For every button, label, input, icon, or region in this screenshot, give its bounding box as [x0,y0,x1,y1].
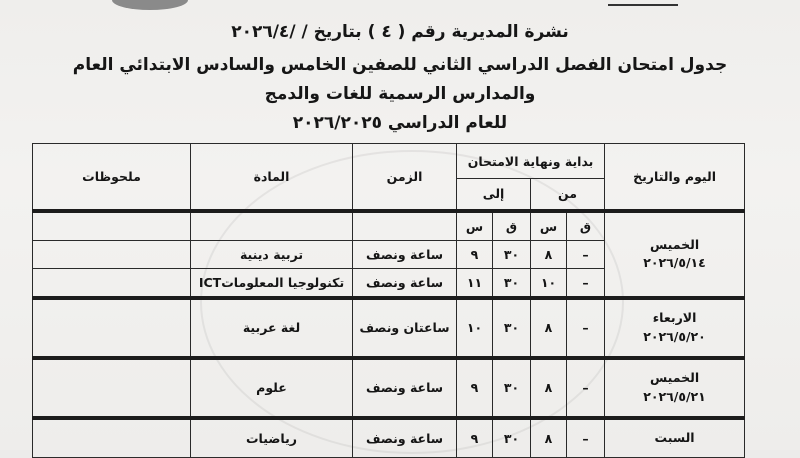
header-to-seen: س [457,211,493,241]
header-from: من [531,179,605,211]
subject-cell: رياضيات [191,418,353,458]
header-to: إلى [457,179,531,211]
logo-emblem [112,0,188,10]
to-minute-cell: ٣٠ [493,358,531,418]
exam-date: ٢٠٢٦/٥/٢١ [643,388,706,404]
duration-cell: ساعة ونصف [353,269,457,298]
from-minute-cell: – [567,298,605,358]
subject-cell: تكنولوجيا المعلوماتICT [191,269,353,298]
from-minute-cell: – [567,358,605,418]
schedule-subtitle: والمدارس الرسمية للغات والدمج [264,84,536,104]
to-hour-cell: ٩ [457,418,493,458]
header-duration: الزمن [353,144,457,211]
day-name: السبت [654,430,695,446]
notes-cell [33,418,191,458]
from-minute-cell: – [567,241,605,269]
day-date-cell [605,211,745,298]
from-hour-cell: ٨ [531,418,567,458]
to-hour-cell: ١٠ [457,298,493,358]
to-hour-cell: ٩ [457,358,493,418]
duration-cell: ساعة ونصف [353,418,457,458]
notes-cell [33,358,191,418]
day-date-cell [605,358,745,418]
blank-cell [33,211,191,241]
header-day-date: اليوم والتاريخ [605,144,745,211]
day-date-cell [605,298,745,358]
to-minute-cell: ٣٠ [493,298,531,358]
notes-cell [33,241,191,269]
blank-cell [353,211,457,241]
duration-cell: ساعتان ونصف [353,298,457,358]
header-start-end: بداية ونهاية الامتحان [457,144,605,179]
to-minute-cell: ٣٠ [493,241,531,269]
subject-cell: لغة عربية [191,298,353,358]
from-hour-cell: ١٠ [531,269,567,298]
to-hour-cell: ١١ [457,269,493,298]
exam-date: ٢٠٢٦/٥/١٤ [643,255,706,270]
notes-cell [33,269,191,298]
header-to-qaf: ق [493,211,531,241]
header-notes: ملحوظات [33,144,191,211]
from-hour-cell: ٨ [531,358,567,418]
day-name: الاربعاء [652,310,697,326]
signature-line [608,4,678,6]
schedule-title: جدول امتحان الفصل الدراسي الثاني للصفين الخامس والسادس الابتدائي العام [72,55,728,75]
from-hour-cell: ٨ [531,241,567,269]
duration-cell: ساعة ونصف [353,241,457,269]
to-minute-cell: ٣٠ [493,418,531,458]
from-minute-cell: – [567,269,605,298]
header-from-qaf: ق [567,211,605,241]
academic-year: للعام الدراسي ٢٠٢٦/٢٠٢٥ [292,113,508,133]
exam-date: ٢٠٢٦/٥/٢٠ [643,328,706,344]
bulletin-title: نشرة المديرية رقم ( ٤ ) بتاريخ / /٢٠٢٦/٤ [231,22,569,42]
header-subject: المادة [191,144,353,211]
subject-cell: علوم [191,358,353,418]
day-date-cell [605,418,745,458]
to-hour-cell: ٩ [457,241,493,269]
from-minute-cell: – [567,418,605,458]
notes-cell [33,298,191,358]
to-minute-cell: ٣٠ [493,269,531,298]
from-hour-cell: ٨ [531,298,567,358]
blank-cell [191,211,353,241]
day-name: الخميس [649,236,700,252]
header-from-seen: س [531,211,567,241]
day-name: الخميس [649,370,700,386]
subject-cell: تربية دينية [191,241,353,269]
exam-schedule-table [32,143,745,458]
duration-cell: ساعة ونصف [353,358,457,418]
